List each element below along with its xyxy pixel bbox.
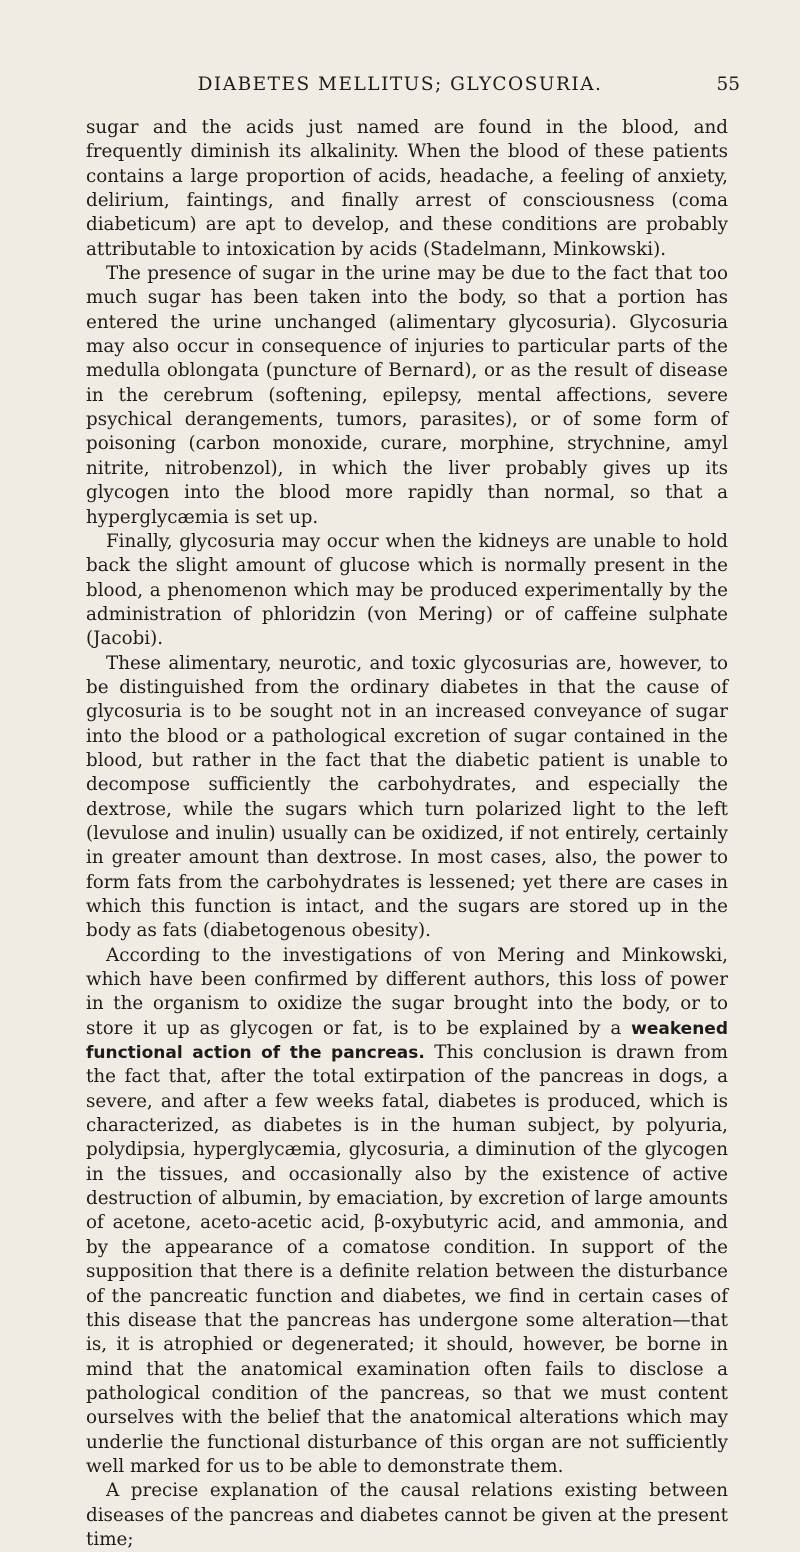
paragraph-glycosuria-causes: The presence of sugar in the urine may be due to the fact that too much sugar has been taken into the body, so that a portion has entered the urine unchanged (alimentary glycosuria). Glycosuria may also occur in consequence of injuries to particular parts of the medulla oblongata (puncture of Bernard), or as the result of disease in the cerebrum (softening, epilepsy, mental affections, severe psychical derangements, tumors, parasites), or of some form of poisoning (carbon monoxide, curare, morphine, strychnine, amyl nitrite, nitrobenzol), in which the liver probably gives up its glycogen into the blood more rapidly than normal, so that a hyperglycæmia is set up. (86, 263, 728, 528)
body-text (86, 116, 728, 1552)
paragraph-acidosis: sugar and the acids just named are found in the blood, and frequently diminish its alkalinity. When the blood of these patients contains a large proportion of acids, headache, a feeling of anxiety, delirium, faintings, and finally arrest of consciousness (coma diabeticum) are apt to develop, and these conditions are probably attributable to intoxication by acids (Stadelmann, Minkowski). (86, 117, 728, 260)
paragraph-pancreas (86, 944, 728, 1480)
emphasis-pancreas: weakened functional action of the pancreas. (86, 1018, 728, 1064)
paragraph-distinction: These alimentary, neurotic, and toxic glycosurias are, however, to be distinguished from the ordinary diabetes in that the cause of glycosuria is to be sought not in an increased conveyance of sugar into the blood or a pathological excretion of sugar contained in the blood, but rather in the fact that the diabetic patient is unable to decompose sufficiently the carbohydrates, and especially the dextrose, while the sugars which turn polarized light to the left (levulose and inulin) usually can be oxidized, if not entirely, certainly in greater amount than dextrose. In most cases, also, the power to form fats from the carbohydrates is lessened; yet there are cases in which this function is intact, and the sugars are stored up in the body as fats (diabetogenous obesity). (86, 652, 728, 942)
paragraph-renal-glycosuria: Finally, glycosuria may occur when the kidneys are unable to hold back the slight amount of glucose which is normally present in the blood, a phenomenon which may be produced experimentally by the administration of phloridzin (von Mering) or of caffeine sulphate (Jacobi). (86, 530, 728, 650)
paragraph-causal-relations: A precise explanation of the causal relations existing between diseases of the pancreas and diabetes cannot be given at the present time; (86, 1480, 729, 1550)
running-title: DIABETES MELLITUS; GLYCOSURIA. (197, 74, 603, 95)
paragraph-pancreas-before: According to the investigations of von Mering and Minkowski, which have been confirmed by different authors, this loss of power in the organism to oxidize the sugar brought into the body, or to store it up as glycogen or fat, is to be explained by a (86, 944, 728, 1039)
running-head (0, 74, 800, 102)
paragraph-pancreas-after: This conclusion is drawn from the fact that, after the total extirpation of the pancreas in dogs, a severe, and after a few weeks fatal, diabetes is produced, which is characterized, as diabetes is in the human subject, by polyuria, polydipsia, hyperglycæmia, glycosuria, a diminution of the glycogen in the tissues, and occasionally also by the existence of active destruction of albumin, by emaciation, by excretion of large amounts of acetone, aceto-acetic acid, β-oxybutyric acid, and ammonia, and by the appearance of a comatose condition. In support of the supposition that there is a definite relation between the disturbance of the pancreatic function and diabetes, we find in certain cases of this disease that the pancreas has undergone some alteration—that is, it is atrophied or degenerated; it should, however, be borne in mind that the anatomical examination often fails to disclose a pathological condition of the pancreas, so that we must content ourselves with the belief that the anatomical alterations which may underlie the functional disturbance of this organ are not sufficiently well marked for us to be able to demonstrate them. (86, 1042, 728, 1477)
page-number: 55 (716, 74, 740, 95)
